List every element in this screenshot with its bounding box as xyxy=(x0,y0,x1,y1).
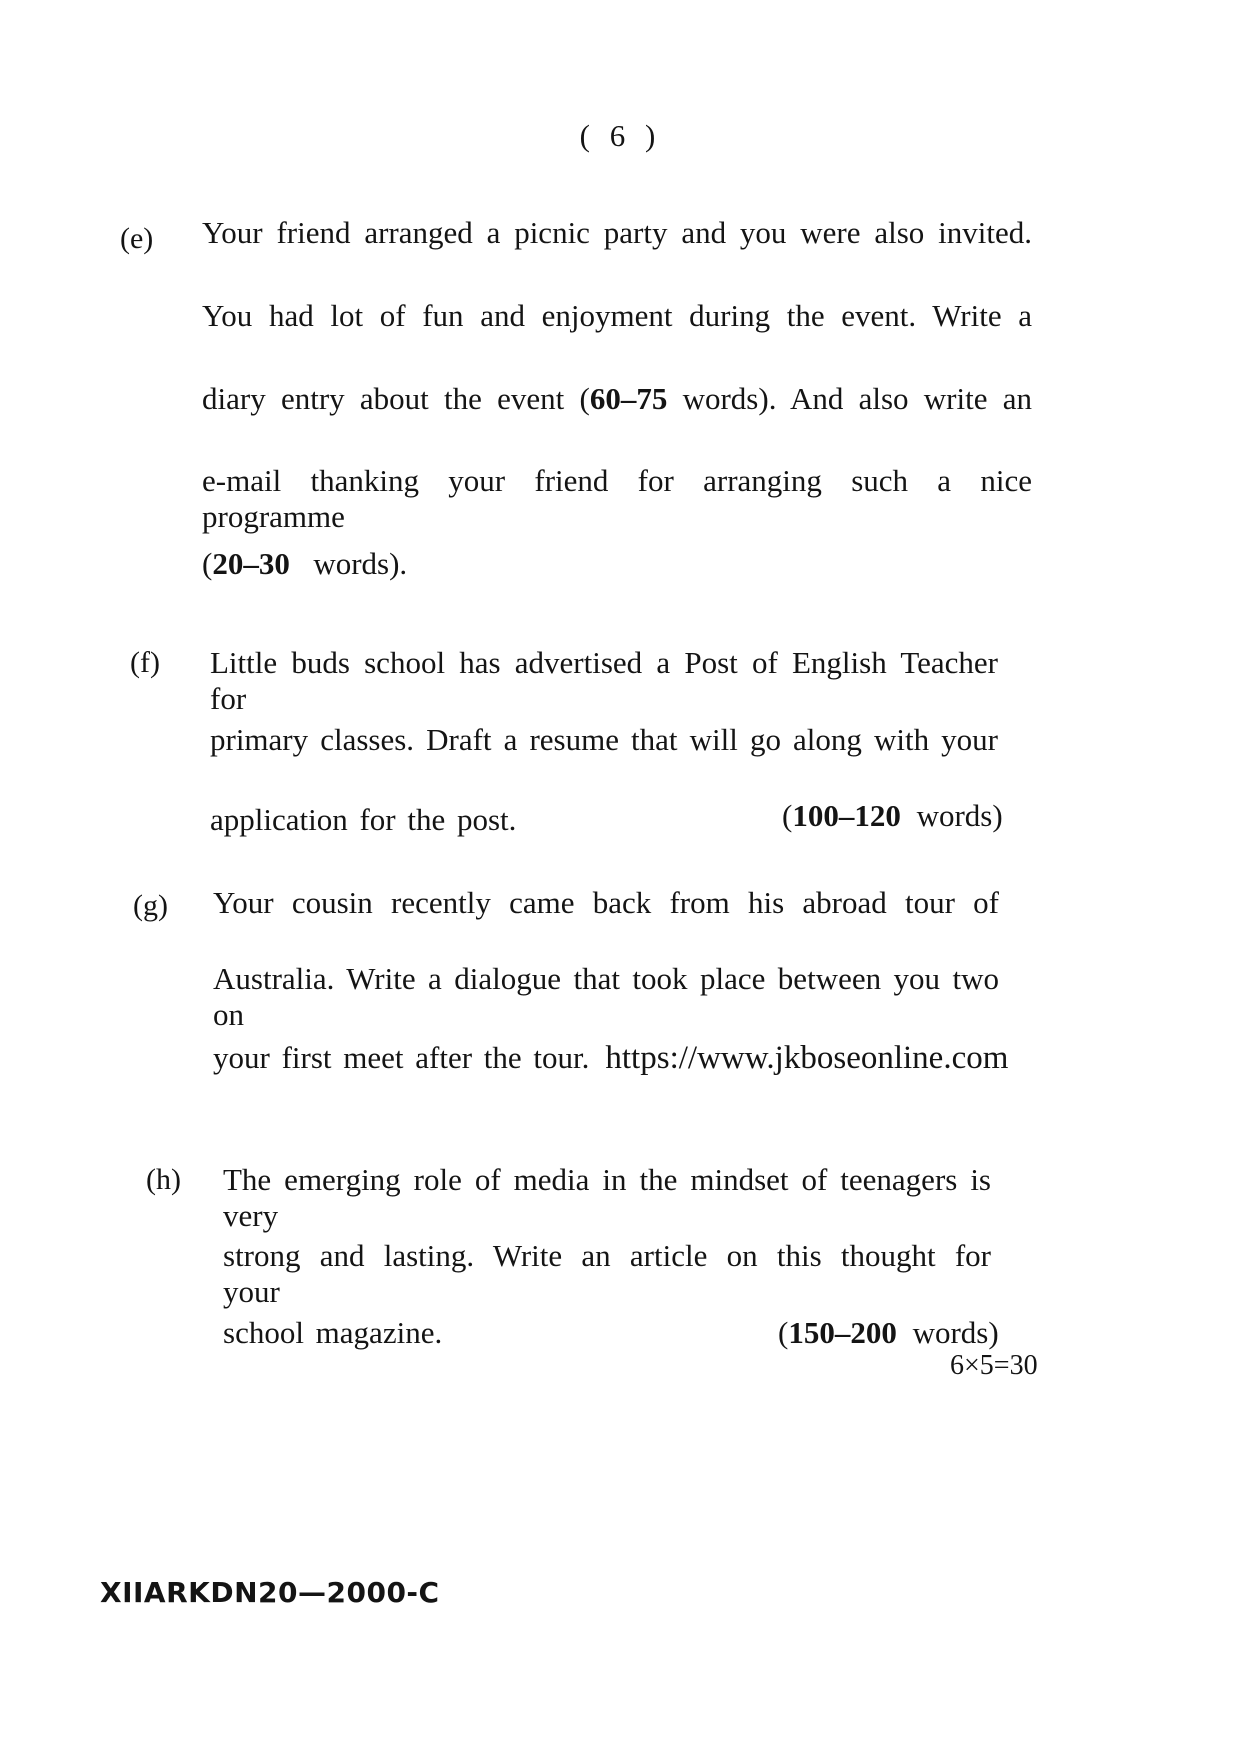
question-f-line-1: Little buds school has advertised a Post of English Teacher for xyxy=(210,645,998,716)
question-h-line-1: The emerging role of media in the mindset of teenagers is very xyxy=(223,1162,991,1233)
question-g-line-2: Australia. Write a dialogue that took place between you two on xyxy=(213,961,999,1032)
question-f-line-3: application for the post. xyxy=(210,802,517,837)
source-url: https://www.jkboseonline.com xyxy=(605,1040,1009,1076)
question-g-line-3 xyxy=(213,1040,1008,1077)
question-g-label: (g) xyxy=(133,889,168,922)
question-e-line-5-post: words). xyxy=(289,546,408,581)
question-f-word-limit xyxy=(782,798,1003,834)
question-e-line-2: You had lot of fun and enjoyment during the event. Write a xyxy=(202,298,1032,333)
question-e-line-5 xyxy=(202,546,407,582)
question-g-line-3-text: your first meet after the tour. xyxy=(213,1040,590,1075)
question-h-line-3: school magazine. xyxy=(223,1315,443,1350)
question-e-line-4: e-mail thanking your friend for arranging such a nice programme xyxy=(202,463,1032,534)
question-e-line-3-pre: diary entry about the event ( xyxy=(202,381,590,416)
page-number: ( 6 ) xyxy=(579,118,662,153)
question-h-word-limit-range: 150–200 xyxy=(788,1315,897,1350)
total-marks: 6×5=30 xyxy=(950,1350,1038,1381)
question-f-line-2: primary classes. Draft a resume that will go along with your xyxy=(210,722,998,757)
question-e-word-limit-diary: 60–75 xyxy=(589,381,668,416)
question-f-word-limit-pre: ( xyxy=(782,798,793,833)
question-e-label: (e) xyxy=(120,222,154,255)
question-h-label: (h) xyxy=(146,1163,181,1196)
question-h-word-limit xyxy=(778,1315,999,1351)
question-f-label: (f) xyxy=(130,646,160,679)
question-h-word-limit-post: words) xyxy=(896,1315,999,1350)
question-e-line-3 xyxy=(202,381,1032,417)
question-e-line-5-pre: ( xyxy=(202,546,213,581)
question-e-line-1: Your friend arranged a picnic party and you were also invited. xyxy=(202,215,1032,250)
question-h-line-2: strong and lasting. Write an article on this thought for your xyxy=(223,1238,991,1309)
question-g-line-1: Your cousin recently came back from his abroad tour of xyxy=(213,885,999,920)
question-h-word-limit-pre: ( xyxy=(778,1315,789,1350)
paper-code: XIIARKDN20—2000-C xyxy=(100,1576,440,1609)
question-f-word-limit-post: words) xyxy=(900,798,1003,833)
question-e-line-3-post: words). And also write an xyxy=(667,381,1033,416)
question-f-word-limit-range: 100–120 xyxy=(792,798,901,833)
question-e-word-limit-email: 20–30 xyxy=(212,546,290,581)
